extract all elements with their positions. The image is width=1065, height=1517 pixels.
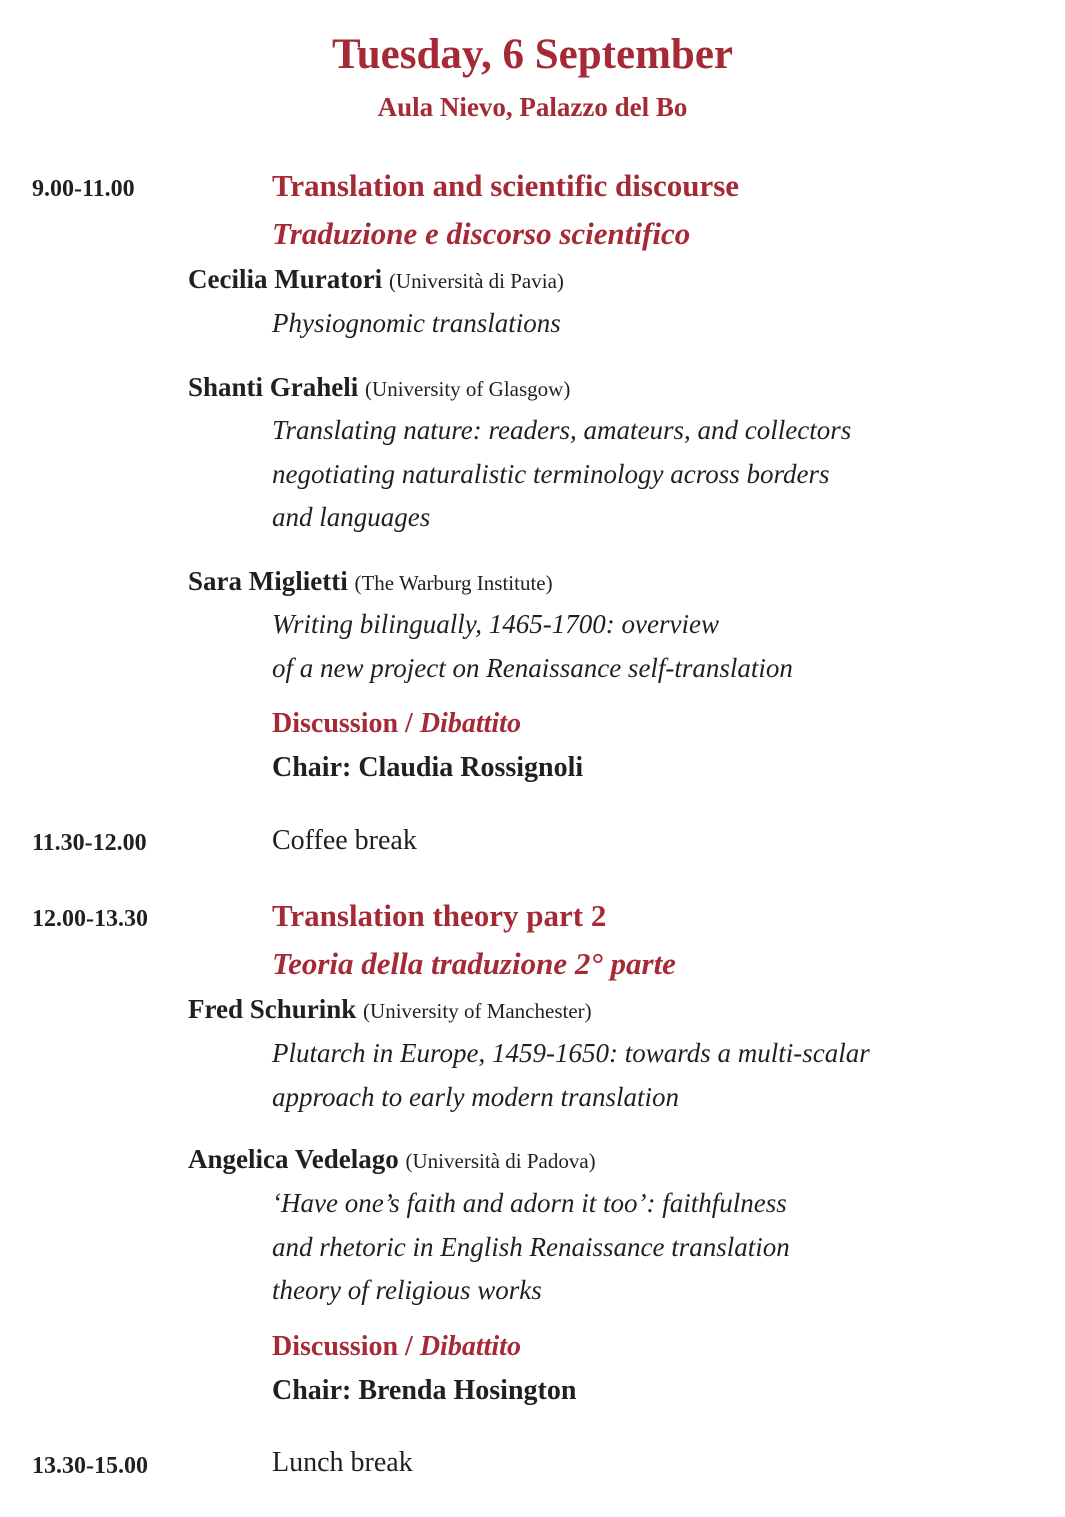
- session1-time: 9.00-11.00: [32, 176, 135, 202]
- break2-time: 13.30-15.00: [32, 1453, 148, 1479]
- page-title: Tuesday, 6 September: [332, 31, 733, 78]
- speaker-name: Cecilia Muratori: [188, 264, 383, 294]
- venue-subtitle: Aula Nievo, Palazzo del Bo: [377, 92, 688, 122]
- talk-title-line: of a new project on Renaissance self-translation: [272, 652, 793, 683]
- session1-title-en: Translation and scientific discourse: [272, 168, 740, 203]
- session1-title-it: Traduzione e discorso scientifico: [272, 216, 691, 251]
- talk-title-line: Physiognomic translations: [272, 308, 561, 338]
- talk-title-line: and languages: [272, 502, 431, 532]
- speaker-line: [188, 566, 553, 597]
- session2-title-it: Teoria della traduzione 2° parte: [272, 946, 676, 981]
- talk-title-line: and rhetoric in English Renaissance translation: [272, 1231, 790, 1262]
- session2-time: 12.00-13.30: [32, 906, 148, 932]
- talk-title-line: negotiating naturalistic terminology across borders: [272, 458, 830, 489]
- speaker-name: Shanti Graheli: [188, 372, 359, 402]
- talk-title: [272, 1032, 870, 1119]
- talk-title-line: theory of religious works: [272, 1275, 542, 1305]
- speaker-name: Sara Miglietti: [188, 566, 348, 596]
- session2-title-en: Translation theory part 2: [272, 898, 607, 933]
- speaker-line: [188, 372, 570, 403]
- talk-title-line: Writing bilingually, 1465-1700: overview: [272, 609, 719, 639]
- speaker-affiliation: (University of Glasgow): [365, 377, 571, 401]
- break2-label: Lunch break: [272, 1447, 413, 1478]
- speaker-affiliation: (Università di Pavia): [388, 269, 564, 293]
- speaker-name: Fred Schurink: [188, 994, 357, 1024]
- speaker-line: [188, 264, 564, 295]
- speaker-name: Angelica Vedelago: [188, 1144, 399, 1174]
- speaker-line: [188, 994, 592, 1025]
- talk-title-line: Plutarch in Europe, 1459-1650: towards a multi-scalar: [272, 1038, 870, 1068]
- talk-title-line: Translating nature: readers, amateurs, and collectors: [272, 415, 852, 445]
- speaker-affiliation: (University of Manchester): [363, 999, 592, 1023]
- speaker-affiliation: (Università di Padova): [405, 1149, 596, 1173]
- talk-title: [272, 302, 561, 346]
- break1-label: Coffee break: [272, 825, 417, 856]
- break1-time: 11.30-12.00: [32, 830, 147, 856]
- chair-label: Chair: Brenda Hosington: [272, 1375, 577, 1406]
- talk-title: [272, 1182, 790, 1313]
- talk-title: [272, 603, 793, 690]
- speaker-affiliation: (The Warburg Institute): [354, 571, 553, 595]
- discussion-label: Discussion / Dibattito: [272, 708, 521, 739]
- chair-label: Chair: Claudia Rossignoli: [272, 752, 584, 783]
- discussion-label: Discussion / Dibattito: [272, 1331, 521, 1362]
- speaker-line: [188, 1144, 596, 1175]
- talk-title: [272, 409, 851, 540]
- talk-title-line: ‘Have one’s faith and adorn it too’: faithfulness: [272, 1188, 787, 1218]
- talk-title-line: approach to early modern translation: [272, 1081, 679, 1112]
